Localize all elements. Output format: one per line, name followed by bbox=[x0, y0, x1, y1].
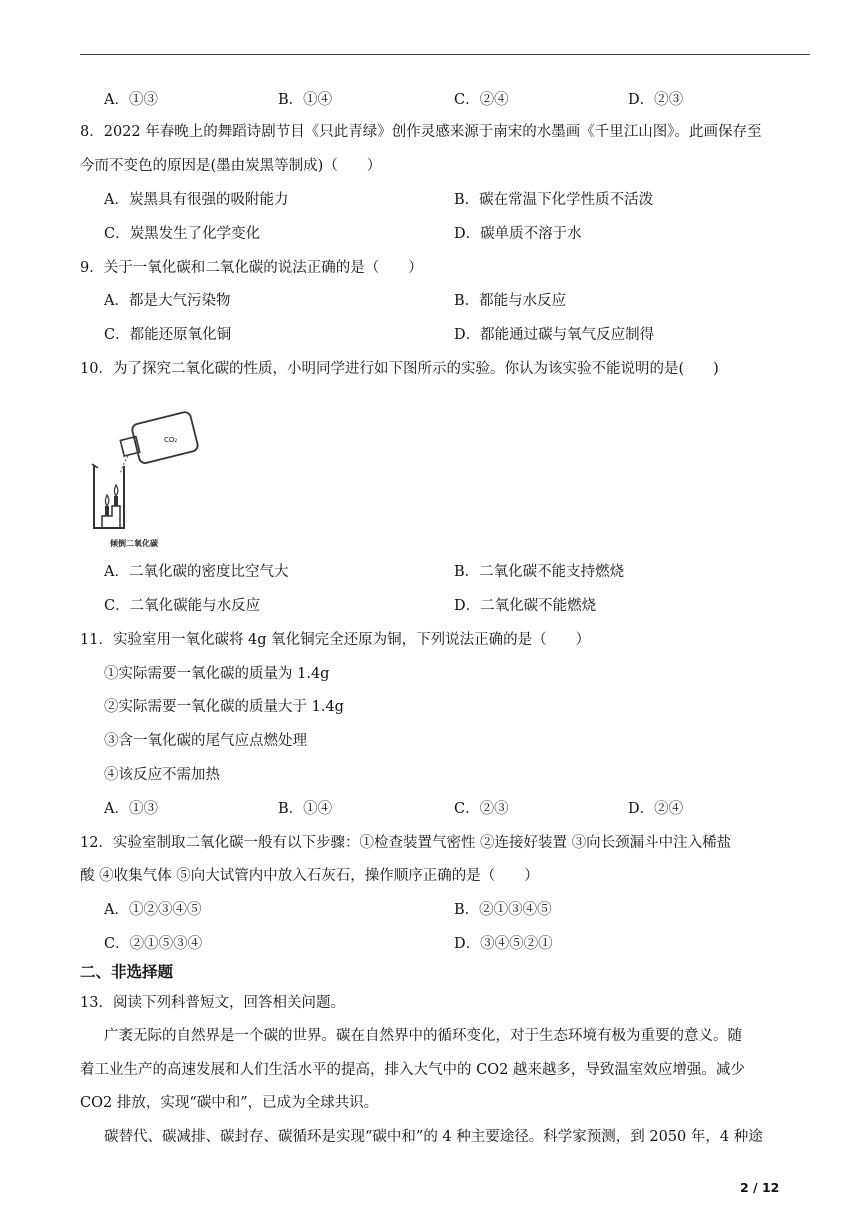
co2-bottle-label: CO₂ bbox=[164, 436, 178, 444]
q9-option-b: B．都能与水反应 bbox=[454, 293, 567, 309]
q11-statement-4: ④该反应不需加热 bbox=[104, 767, 220, 783]
candle-stand bbox=[102, 506, 120, 528]
q10-option-c: C．二氧化碳能与水反应 bbox=[104, 598, 261, 614]
co2-pouring-figure bbox=[84, 402, 202, 552]
q11-option-b: B．①④ bbox=[278, 801, 333, 817]
header-rule bbox=[80, 54, 810, 55]
q8-stem-line1: 8．2022 年春晚上的舞蹈诗剧节目《只此青绿》创作灵感来源于南宋的水墨画《千里江山图》。此画保存至 bbox=[80, 124, 762, 140]
q9-stem: 9．关于一氧化碳和二氧化碳的说法正确的是（ ） bbox=[80, 260, 423, 276]
q10-option-b: B．二氧化碳不能支持燃烧 bbox=[454, 564, 625, 580]
q13-stem: 13．阅读下列科普短文，回答相关问题。 bbox=[80, 995, 345, 1011]
co2-gas-bottle bbox=[117, 411, 198, 468]
q7-option-d: D．②③ bbox=[628, 92, 684, 108]
q13-para1-line2: 着工业生产的高速发展和人们生活水平的提高，排入大气中的 CO2 越来越多，导致温室效应增强。减少 bbox=[80, 1062, 745, 1078]
q7-option-a: A．①③ bbox=[104, 92, 158, 108]
q12-stem-line1: 12．实验室制取二氧化碳一般有以下步骤：①检查装置气密性 ②连接好装置 ③向长颈漏斗中注入稀盐 bbox=[80, 835, 732, 851]
q8-option-b: B．碳在常温下化学性质不活泼 bbox=[454, 192, 654, 208]
q12-option-c: C．②①⑤③④ bbox=[104, 936, 203, 952]
q10-option-d: D．二氧化碳不能燃烧 bbox=[454, 598, 597, 614]
upper-flame-icon bbox=[114, 485, 117, 496]
q9-option-d: D．都能通过碳与氧气反应制得 bbox=[454, 327, 655, 343]
q9-option-c: C．都能还原氧化铜 bbox=[104, 327, 232, 343]
q8-stem-line2: 今而不变色的原因是(墨由炭黑等制成)（ ） bbox=[80, 158, 382, 174]
q13-para1-line1: 广袤无际的自然界是一个碳的世界。碳在自然界中的循环变化，对于生态环境有极为重要的意义。随 bbox=[104, 1028, 742, 1044]
q11-statement-2: ②实际需要一氧化碳的质量大于 1.4g bbox=[104, 699, 344, 715]
q11-option-c: C．②③ bbox=[454, 801, 509, 817]
q8-option-a: A．炭黑具有很强的吸附能力 bbox=[104, 192, 289, 208]
q11-stem: 11．实验室用一氧化碳将 4g 氧化铜完全还原为铜，下列说法正确的是（ ） bbox=[80, 632, 591, 648]
q11-option-a: A．①③ bbox=[104, 801, 158, 817]
q10-stem: 10．为了探究二氧化碳的性质，小明同学进行如下图所示的实验。你认为该实验不能说明的是( ) bbox=[80, 361, 719, 377]
q12-option-a: A．①②③④⑤ bbox=[104, 902, 202, 918]
q8-option-c: C．炭黑发生了化学变化 bbox=[104, 226, 261, 242]
q7-option-b: B．①④ bbox=[278, 92, 333, 108]
figure-caption: 倾倒二氧化碳 bbox=[110, 539, 158, 548]
lower-flame-icon bbox=[105, 495, 108, 506]
q7-option-c: C．②④ bbox=[454, 92, 509, 108]
q11-option-d: D．②④ bbox=[628, 801, 684, 817]
q13-para2-line1: 碳替代、碳减排、碳封存、碳循环是实现“碳中和”的 4 种主要途径。科学家预测，到 2050 年，4 种途 bbox=[104, 1129, 763, 1145]
upper-candle bbox=[114, 496, 118, 506]
q12-option-b: B．②①③④⑤ bbox=[454, 902, 552, 918]
lower-candle bbox=[105, 506, 109, 516]
q12-stem-line2: 酸 ④收集气体 ⑤向大试管内中放入石灰石，操作顺序正确的是（ ） bbox=[80, 868, 539, 884]
q13-para1-line3: CO2 排放，实现“碳中和”，已成为全球共识。 bbox=[80, 1095, 379, 1111]
q11-statement-1: ①实际需要一氧化碳的质量为 1.4g bbox=[104, 666, 330, 682]
q8-option-d: D．碳单质不溶于水 bbox=[454, 226, 582, 242]
co2-experiment-illustration bbox=[84, 402, 202, 552]
page-number: 2 / 12 bbox=[740, 1180, 780, 1195]
q12-option-d: D．③④⑤②① bbox=[454, 936, 553, 952]
q10-option-a: A．二氧化碳的密度比空气大 bbox=[104, 564, 289, 580]
q11-statement-3: ③含一氧化碳的尾气应点燃处理 bbox=[104, 733, 307, 749]
q9-option-a: A．都是大气污染物 bbox=[104, 293, 231, 309]
section-heading-non-choice: 二、非选择题 bbox=[80, 963, 174, 981]
